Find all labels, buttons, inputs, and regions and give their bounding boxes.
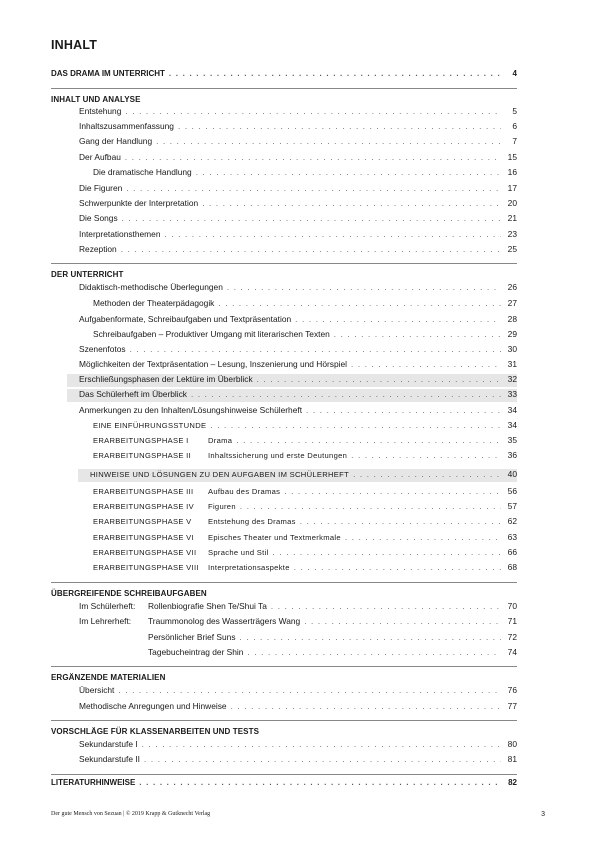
toc-entry-subtitle: Rollenbiografie Shen Te/Shui Ta: [148, 601, 267, 611]
toc-entry[interactable]: [93, 450, 517, 463]
toc-entry-subtitle: Traummonolog des Wasserträgers Wang: [148, 616, 301, 626]
toc-entry-label: Anmerkungen zu den Inhalten/Lösungshinweise Schülerheft: [79, 405, 303, 415]
toc-page-number: 15: [507, 152, 517, 162]
toc-page-number: 20: [507, 198, 517, 208]
toc-entry[interactable]: [79, 106, 517, 119]
toc-page-number: 56: [507, 486, 517, 496]
toc-entry[interactable]: [51, 778, 517, 791]
toc-entry[interactable]: [93, 547, 517, 560]
toc-entry-label: Schreibaufgaben – Produktiver Umgang mit literarischen Texten: [93, 329, 330, 339]
toc-entry[interactable]: [67, 389, 517, 402]
toc-entry-label: Inhaltszusammenfassung: [79, 121, 174, 131]
toc-page-number: 72: [507, 632, 517, 642]
toc-page-number: 17: [507, 183, 517, 193]
toc-entry-label: Interpretationsthemen: [79, 229, 161, 239]
footer-credit: Der gute Mensch von Sezuan | © 2019 Krapp & Gutknecht Verlag: [51, 811, 211, 817]
toc-page-number: 82: [508, 778, 517, 787]
toc-page-number: 57: [507, 501, 517, 511]
toc-page-number: 29: [507, 329, 517, 339]
toc-page-number: 80: [507, 739, 517, 749]
toc-entry-label: Entstehung: [79, 106, 122, 116]
toc-page-number: 6: [512, 121, 517, 131]
toc-entry[interactable]: [93, 167, 517, 180]
toc-entry[interactable]: [79, 739, 517, 752]
dot-leader: [144, 755, 501, 764]
toc-entry-label: Methoden der Theaterpädagogik: [93, 298, 215, 308]
toc-page-number: 32: [507, 374, 517, 384]
dot-leader: [306, 406, 501, 415]
toc-page-number: 74: [507, 647, 517, 657]
toc-entry[interactable]: [79, 198, 517, 211]
toc-entry-label: HINWEISE UND LÖSUNGEN ZU DEN AUFGABEN IM SCHÜLERHEFT: [90, 470, 350, 479]
toc-page-number: 31: [507, 359, 517, 369]
toc-entry-label: ERARBEITUNGSPHASE IV: [93, 502, 194, 511]
toc-entry-label: EINE EINFÜHRUNGSSTUNDE: [93, 421, 207, 430]
section-divider: [51, 88, 517, 89]
toc-entry-subtitle: Figuren: [208, 502, 236, 511]
toc-entry-label: Erschließungsphasen der Lektüre im Überblick: [79, 374, 253, 384]
dot-leader: [247, 648, 501, 657]
toc-entry[interactable]: [79, 685, 517, 698]
dot-leader: [231, 702, 501, 711]
toc-entry[interactable]: [78, 469, 517, 482]
toc-entry-label: Szenenfotos: [79, 344, 126, 354]
toc-page-number: 7: [512, 136, 517, 146]
dot-leader: [142, 740, 501, 749]
toc-page-number: 28: [507, 314, 517, 324]
toc-entry[interactable]: [79, 405, 517, 418]
toc-entry-label: Sekundarstufe I: [79, 739, 138, 749]
toc-entry-label: ERARBEITUNGSPHASE VIII: [93, 563, 199, 572]
toc-page-number: 21: [507, 213, 517, 223]
toc-entry-label: Das Schülerheft im Überblick: [79, 389, 187, 399]
toc-entry[interactable]: [79, 183, 517, 196]
dot-leader: [236, 436, 501, 445]
page-number: 3: [541, 811, 545, 818]
dot-leader: [284, 487, 501, 496]
dot-leader: [300, 517, 501, 526]
toc-entry-label: Die Figuren: [79, 183, 123, 193]
toc-entry[interactable]: [79, 121, 517, 134]
section-divider: [51, 582, 517, 583]
toc-entry[interactable]: [93, 532, 517, 545]
toc-entry[interactable]: [93, 298, 517, 311]
toc-entry-label: Methodische Anregungen und Hinweise: [79, 701, 227, 711]
dot-leader: [334, 330, 501, 339]
toc-page-number: 81: [507, 754, 517, 764]
dot-leader: [130, 345, 501, 354]
toc-page-number: 33: [507, 389, 517, 399]
toc-entry[interactable]: [93, 435, 517, 448]
toc-entry-label: ERARBEITUNGSPHASE I: [93, 436, 189, 445]
toc-entry[interactable]: [79, 359, 517, 372]
dot-leader: [351, 451, 501, 460]
toc-page-number: 25: [507, 244, 517, 254]
toc-entry[interactable]: [51, 69, 517, 82]
toc-entry-label: Schwerpunkte der Interpretation: [79, 198, 199, 208]
section-divider: [51, 666, 517, 667]
toc-entry-label: Die Songs: [79, 213, 118, 223]
dot-leader: [295, 315, 501, 324]
toc-entry-label: Aufgabenformate, Schreibaufgaben und Textpräsentation: [79, 314, 292, 324]
toc-entry[interactable]: [79, 314, 517, 327]
dot-leader: [271, 602, 501, 611]
toc-entry[interactable]: [79, 754, 517, 767]
section-divider: [51, 774, 517, 775]
dot-leader: [118, 686, 501, 695]
toc-entry-label: ERARBEITUNGSPHASE VII: [93, 548, 197, 557]
section-heading: ÜBERGREIFENDE SCHREIBAUFGABEN: [51, 589, 207, 598]
toc-entry-label: ERARBEITUNGSPHASE VI: [93, 533, 194, 542]
toc-entry[interactable]: [79, 282, 517, 295]
toc-page-number: 77: [507, 701, 517, 711]
toc-entry[interactable]: [93, 329, 517, 342]
toc-page-number: 40: [507, 469, 517, 479]
toc-entry-label: Die dramatische Handlung: [93, 167, 192, 177]
toc-entry[interactable]: [79, 632, 517, 645]
toc-entry[interactable]: [79, 616, 517, 629]
dot-leader: [125, 107, 501, 116]
dot-leader: [294, 563, 501, 572]
toc-entry-label: Übersicht: [79, 685, 115, 695]
toc-page-number: 71: [507, 616, 517, 626]
toc-entry[interactable]: [93, 501, 517, 514]
section-heading: DER UNTERRICHT: [51, 270, 124, 279]
dot-leader: [240, 502, 501, 511]
toc-entry-subtitle: Aufbau des Dramas: [208, 487, 281, 496]
toc-page-number: 27: [507, 298, 517, 308]
section-heading: ERGÄNZENDE MATERIALIEN: [51, 673, 166, 682]
dot-leader: [240, 633, 501, 642]
dot-leader: [218, 299, 501, 308]
toc-page-number: 35: [507, 435, 517, 445]
toc-page-number: 30: [507, 344, 517, 354]
dot-leader: [164, 230, 501, 239]
toc-entry-subtitle: Drama: [208, 436, 233, 445]
toc-entry-label: Im Schülerheft:: [79, 601, 136, 611]
toc-entry-label: Der Aufbau: [79, 152, 121, 162]
toc-entry[interactable]: [79, 701, 517, 714]
toc-page-number: 62: [507, 516, 517, 526]
toc-entry-label: Sekundarstufe II: [79, 754, 140, 764]
toc-page-number: 4: [512, 69, 517, 78]
toc-entry[interactable]: [79, 213, 517, 226]
section-heading: VORSCHLÄGE FÜR KLASSENARBEITEN UND TESTS: [51, 727, 260, 736]
section-divider: [51, 720, 517, 721]
section-heading: INHALT UND ANALYSE: [51, 95, 141, 104]
dot-leader: [139, 778, 501, 787]
toc-page-number: 68: [507, 562, 517, 572]
toc-page-number: 76: [507, 685, 517, 695]
dot-leader: [273, 548, 501, 557]
dot-leader: [169, 69, 501, 78]
toc-entry[interactable]: [79, 229, 517, 242]
toc-entry[interactable]: [79, 647, 517, 660]
dot-leader: [121, 245, 501, 254]
toc-entry-subtitle: Episches Theater und Textmerkmale: [208, 533, 341, 542]
dot-leader: [196, 168, 501, 177]
toc-page-number: 16: [507, 167, 517, 177]
toc-entry-subtitle: Entstehung des Dramas: [208, 517, 296, 526]
toc-entry-subtitle: Interpretationsaspekte: [208, 563, 290, 572]
dot-leader: [191, 390, 501, 399]
toc-page-number: 26: [507, 282, 517, 292]
toc-entry-subtitle: Inhaltssicherung und erste Deutungen: [208, 451, 348, 460]
dot-leader: [202, 199, 501, 208]
toc-entry[interactable]: [93, 562, 517, 575]
toc-page-number: 36: [507, 450, 517, 460]
toc-entry[interactable]: [79, 244, 517, 257]
toc-entry[interactable]: [93, 486, 517, 499]
toc-entry-label: LITERATURHINWEISE: [51, 778, 136, 787]
toc-page-number: 23: [507, 229, 517, 239]
toc-entry[interactable]: [67, 374, 517, 387]
page-title: INHALT: [51, 38, 98, 52]
dot-leader: [125, 153, 501, 162]
dot-leader: [257, 375, 501, 384]
toc-entry-label: Rezeption: [79, 244, 117, 254]
toc-page-number: 34: [507, 420, 517, 430]
toc-page-number: 66: [507, 547, 517, 557]
section-divider: [51, 263, 517, 264]
toc-entry[interactable]: [79, 152, 517, 165]
dot-leader: [122, 214, 501, 223]
toc-entry-subtitle: Persönlicher Brief Suns: [148, 632, 236, 642]
toc-entry-label: ERARBEITUNGSPHASE III: [93, 487, 194, 496]
dot-leader: [351, 360, 501, 369]
toc-entry-label: Didaktisch-methodische Überlegungen: [79, 282, 223, 292]
toc-entry[interactable]: [93, 516, 517, 529]
dot-leader: [345, 533, 501, 542]
toc-entry[interactable]: [93, 420, 517, 433]
dot-leader: [227, 283, 501, 292]
dot-leader: [178, 122, 501, 131]
toc-entry-label: ERARBEITUNGSPHASE V: [93, 517, 192, 526]
toc-entry-label: DAS DRAMA IM UNTERRICHT: [51, 69, 165, 78]
toc-entry-subtitle: Sprache und Stil: [208, 548, 269, 557]
dot-leader: [156, 137, 501, 146]
dot-leader: [304, 617, 501, 626]
toc-entry[interactable]: [79, 344, 517, 357]
toc-page-number: 63: [507, 532, 517, 542]
toc-entry-label: ERARBEITUNGSPHASE II: [93, 451, 191, 460]
dot-leader: [210, 421, 501, 430]
toc-entry-label: Gang der Handlung: [79, 136, 153, 146]
toc-page-number: 34: [507, 405, 517, 415]
toc-entry[interactable]: [79, 136, 517, 149]
dot-leader: [353, 470, 501, 479]
toc-entry-label: Im Lehrerheft:: [79, 616, 132, 626]
dot-leader: [126, 184, 501, 193]
toc-entry-subtitle: Tagebucheintrag der Shin: [148, 647, 244, 657]
toc-page-number: 5: [512, 106, 517, 116]
toc-page-number: 70: [507, 601, 517, 611]
toc-entry[interactable]: [79, 601, 517, 614]
toc-entry-label: Möglichkeiten der Textpräsentation – Lesung, Inszenierung und Hörspiel: [79, 359, 348, 369]
